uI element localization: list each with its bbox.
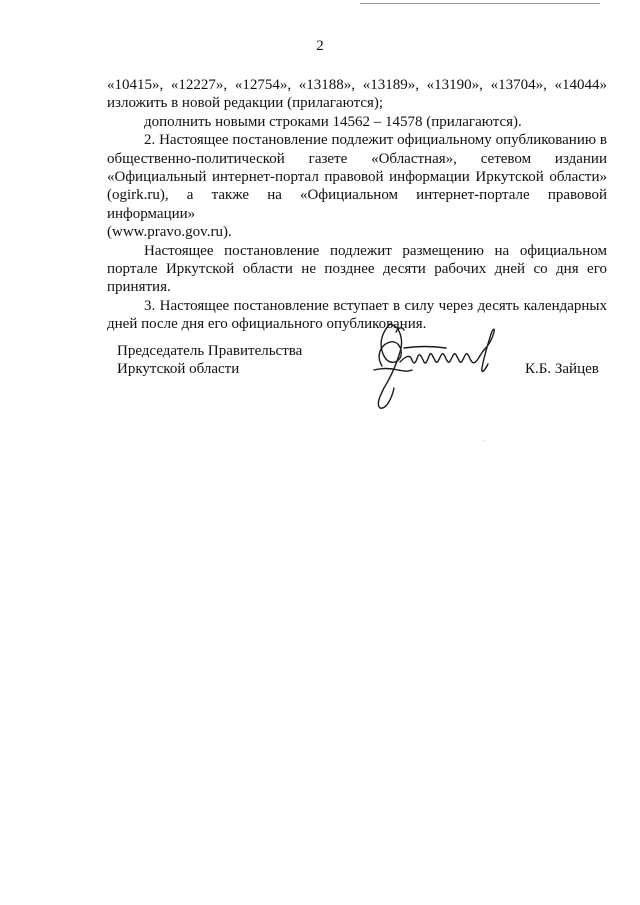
signer-title-line: Председатель Правительства [117, 343, 303, 359]
text-line: принятия. [107, 279, 171, 296]
page-number: 2 [316, 38, 324, 54]
text-line: дней после дня его официального опубликования. [107, 316, 427, 333]
text-line: общественно-политической газете «Областная», сетевом издании [107, 150, 607, 167]
scan-speck [484, 440, 485, 441]
document-body [107, 76, 607, 334]
text-line: 3. Настоящее постановление вступает в силу через десять календарных [144, 297, 607, 314]
text-line: (ogirk.ru), а также на «Официальном интернет-портале правовой информации» [107, 187, 607, 222]
signer-title [117, 342, 302, 379]
text-line: «10415», «12227», «12754», «13188», «13189», «13190», «13704», «14044» [107, 77, 607, 93]
text-line: 2. Настоящее постановление подлежит официальному опубликованию в [144, 132, 607, 149]
signer-name: К.Б. Зайцев [525, 361, 599, 377]
scan-edge-line [360, 3, 600, 4]
text-line: портале Иркутской области не позднее десяти рабочих дней со дня его [107, 261, 607, 278]
text-line: «Официальный интернет-портал правовой информации Иркутской области» [107, 169, 607, 186]
handwritten-signature [360, 318, 520, 410]
text-line: Настоящее постановление подлежит размещению на официальном [144, 242, 607, 259]
text-line: изложить в новой редакции (прилагаются); [107, 95, 384, 112]
text-line: (www.pravo.gov.ru). [107, 224, 232, 241]
signer-title-line: Иркутской области [117, 361, 240, 378]
text-line: дополнить новыми строками 14562 – 14578 (прилагаются). [144, 113, 522, 130]
